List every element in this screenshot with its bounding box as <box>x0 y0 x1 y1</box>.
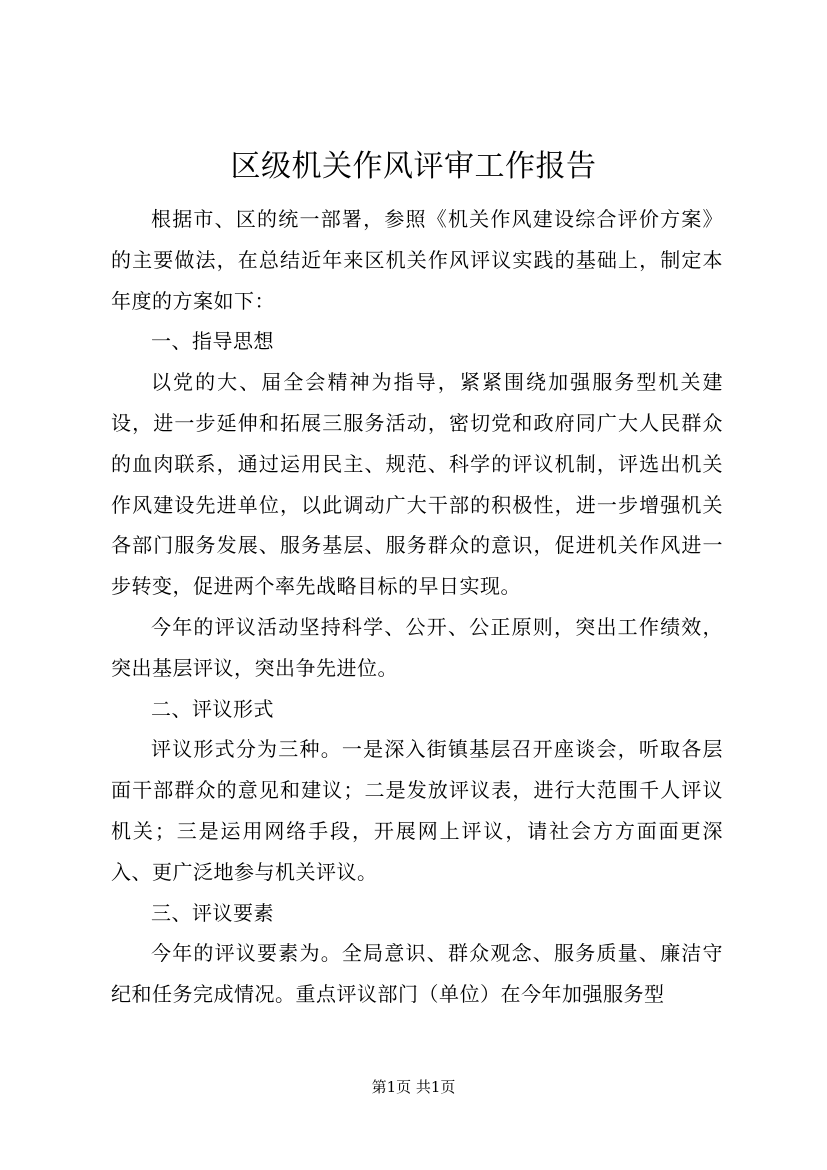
section-heading-evaluation-elements: 三、评议要素 <box>151 900 274 925</box>
paragraph-intro: 根据市、区的统一部署，参照《机关作风建设综合评价方案》的主要做法，在总结近年来区机关作风评议实践的基础上，制定本年度的方案如下： <box>111 207 723 313</box>
document-body <box>111 199 723 1015</box>
document-title: 区级机关作风评审工作报告 <box>230 149 597 184</box>
section-heading-evaluation-form: 二、评议形式 <box>151 696 274 721</box>
section-heading-guiding-ideology: 一、指导思想 <box>151 329 274 354</box>
page-footer: 第1页 共1页 <box>371 1078 456 1096</box>
paragraph-principles: 今年的评议活动坚持科学、公开、公正原则，突出工作绩效，突出基层评议，突出争先进位。 <box>111 614 723 680</box>
paragraph-guiding-ideology: 以党的大、届全会精神为指导，紧紧围绕加强服务型机关建设，进一步延伸和拓展三服务活动，密切党和政府同广大人民群众的血肉联系，通过运用民主、规范、科学的评议机制，评选出机关作风建设先进单位，以此调动广大干部的积极性，进一步增强机关各部门服务发展、服务基层、服务群众的意识，促进机关作风进一步转变，促进两个率先战略目标的早日实现。 <box>111 370 723 599</box>
paragraph-evaluation-form: 评议形式分为三种。一是深入街镇基层召开座谈会，听取各层面干部群众的意见和建议；二是发放评议表，进行大范围千人评议机关；三是运用网络手段，开展网上评议，请社会方方面面更深入、更广泛地参与机关评议。 <box>111 737 723 884</box>
paragraph-evaluation-elements: 今年的评议要素为。全局意识、群众观念、服务质量、廉洁守纪和任务完成情况。重点评议部门（单位）在今年加强服务型 <box>111 941 723 1007</box>
